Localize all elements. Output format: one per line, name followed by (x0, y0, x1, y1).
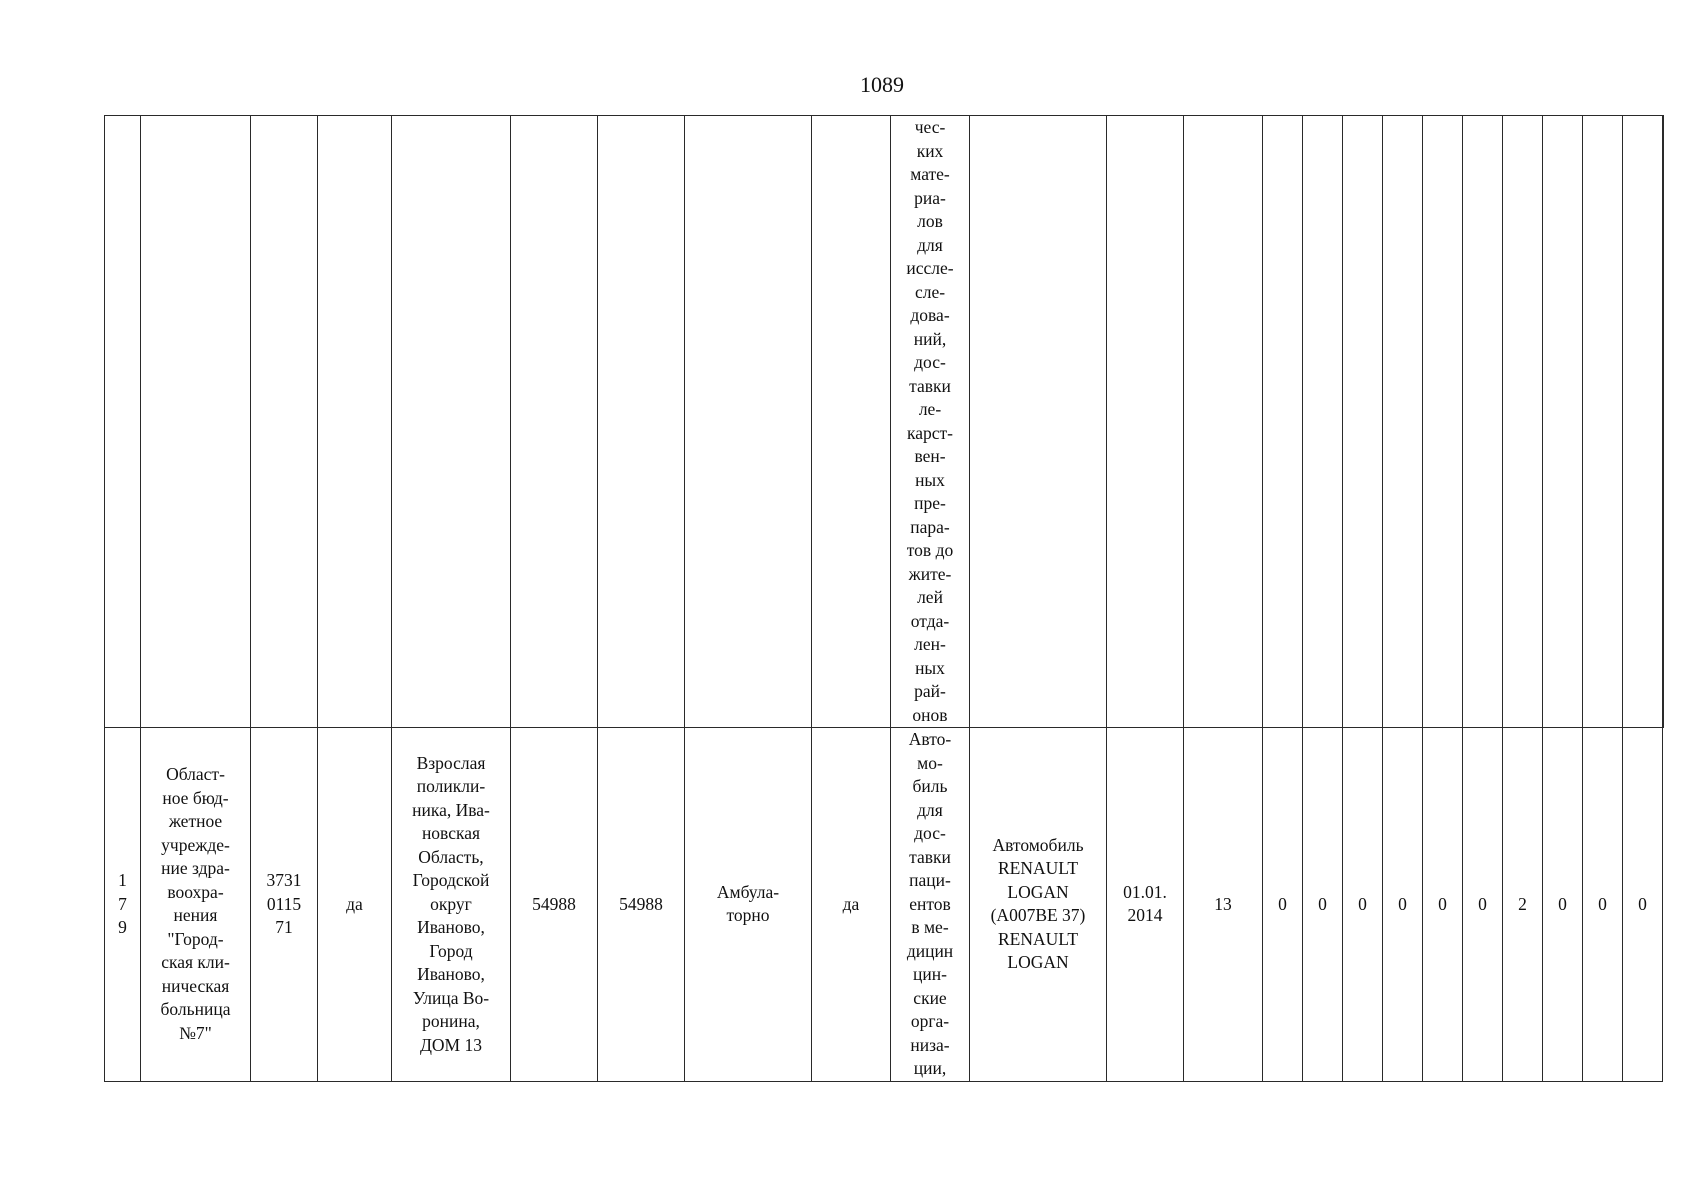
table-cell (318, 116, 392, 728)
data-table (104, 115, 1664, 1082)
cell-text: 0 (1278, 893, 1287, 914)
table-cell (1463, 116, 1503, 728)
cell-text: 0 (1318, 893, 1327, 914)
table-cell (1184, 728, 1263, 1082)
cell-text: 0 (1598, 893, 1607, 914)
table-cell (511, 116, 598, 728)
table-cell (1263, 728, 1303, 1082)
table-cell (812, 728, 891, 1082)
cell-text: да (346, 893, 363, 914)
cell-text: чес- ких мате- риа- лов для иссле- сле- дова- ний, дос- тавки ле- карст- вен- ных пре- пара- тов до жите- лей отда- лен- ных рай- онов (906, 117, 954, 725)
table-cell (1663, 116, 1664, 728)
cell-text: 0 (1438, 893, 1447, 914)
table-row (105, 116, 1664, 728)
table-cell (1383, 728, 1423, 1082)
table-cell (1423, 116, 1463, 728)
page-number: 1089 (860, 72, 904, 97)
table-cell (970, 728, 1107, 1082)
cell-text: 54988 (532, 893, 576, 914)
table-cell (511, 728, 598, 1082)
cell-text: Авто- мо- биль для дос- тавки паци- ентов в ме- дицин цин- ские орга- низа- ции, (906, 729, 954, 1078)
table-cell (812, 116, 891, 728)
table-cell (141, 116, 251, 728)
table-cell (598, 116, 685, 728)
table-cell (685, 728, 812, 1082)
table-cell (1583, 116, 1623, 728)
cell-text: 0 (1558, 893, 1567, 914)
table-cell (1503, 116, 1543, 728)
table-cell (1623, 116, 1663, 728)
table-cell (1503, 728, 1543, 1082)
table-cell (970, 116, 1107, 728)
cell-text: 01.01. 2014 (1123, 881, 1167, 926)
table-cell (1423, 728, 1463, 1082)
cell-text: 13 (1214, 893, 1232, 914)
cell-text: Амбула- торно (716, 881, 780, 926)
table-cell (1107, 728, 1184, 1082)
table-cell (105, 728, 141, 1082)
table-cell (251, 116, 318, 728)
table-cell (251, 728, 318, 1082)
cell-text: 3731 0115 71 (266, 870, 302, 937)
cell-text: 54988 (619, 893, 663, 914)
table-cell (1383, 116, 1423, 728)
table-cell (891, 728, 970, 1082)
table-cell (392, 116, 511, 728)
table-cell (1107, 116, 1184, 728)
table-cell (1263, 116, 1303, 728)
table-cell (1303, 116, 1343, 728)
cell-text: 0 (1358, 893, 1367, 914)
table-cell (1343, 728, 1383, 1082)
cell-text: Взрослая поликли- ника, Ива- новская Область, Городской округ Иваново, Город Иваново, Улица Во- ронина, ДОМ 13 (412, 752, 490, 1055)
table-cell (1623, 728, 1663, 1082)
table-cell (105, 116, 141, 728)
table-cell (141, 728, 251, 1082)
table-row (105, 728, 1664, 1082)
table-cell (1583, 728, 1623, 1082)
cell-text: да (842, 893, 860, 914)
cell-text: Област- ное бюд- жетное учрежде- ние здра- воохра- нения "Город- ская кли- ническая больница №7" (160, 764, 231, 1043)
table-cell (1303, 728, 1343, 1082)
table-cell (598, 728, 685, 1082)
table-cell (891, 116, 970, 728)
table-cell (1184, 116, 1263, 728)
cell-text: 1 7 9 (118, 870, 127, 937)
cell-text: 0 (1398, 893, 1407, 914)
table-cell (318, 728, 392, 1082)
table-cell (685, 116, 812, 728)
table-cell (1463, 728, 1503, 1082)
cell-text: 0 (1638, 893, 1647, 914)
cell-text: Автомобиль RENAULT LOGAN (А007ВЕ 37) RENAULT LOGAN (990, 834, 1086, 973)
cell-text: 0 (1478, 893, 1487, 914)
table-cell (1543, 116, 1583, 728)
table-cell (392, 728, 511, 1082)
table-cell (1343, 116, 1383, 728)
table-cell (1543, 728, 1583, 1082)
cell-text: 2 (1518, 893, 1527, 914)
